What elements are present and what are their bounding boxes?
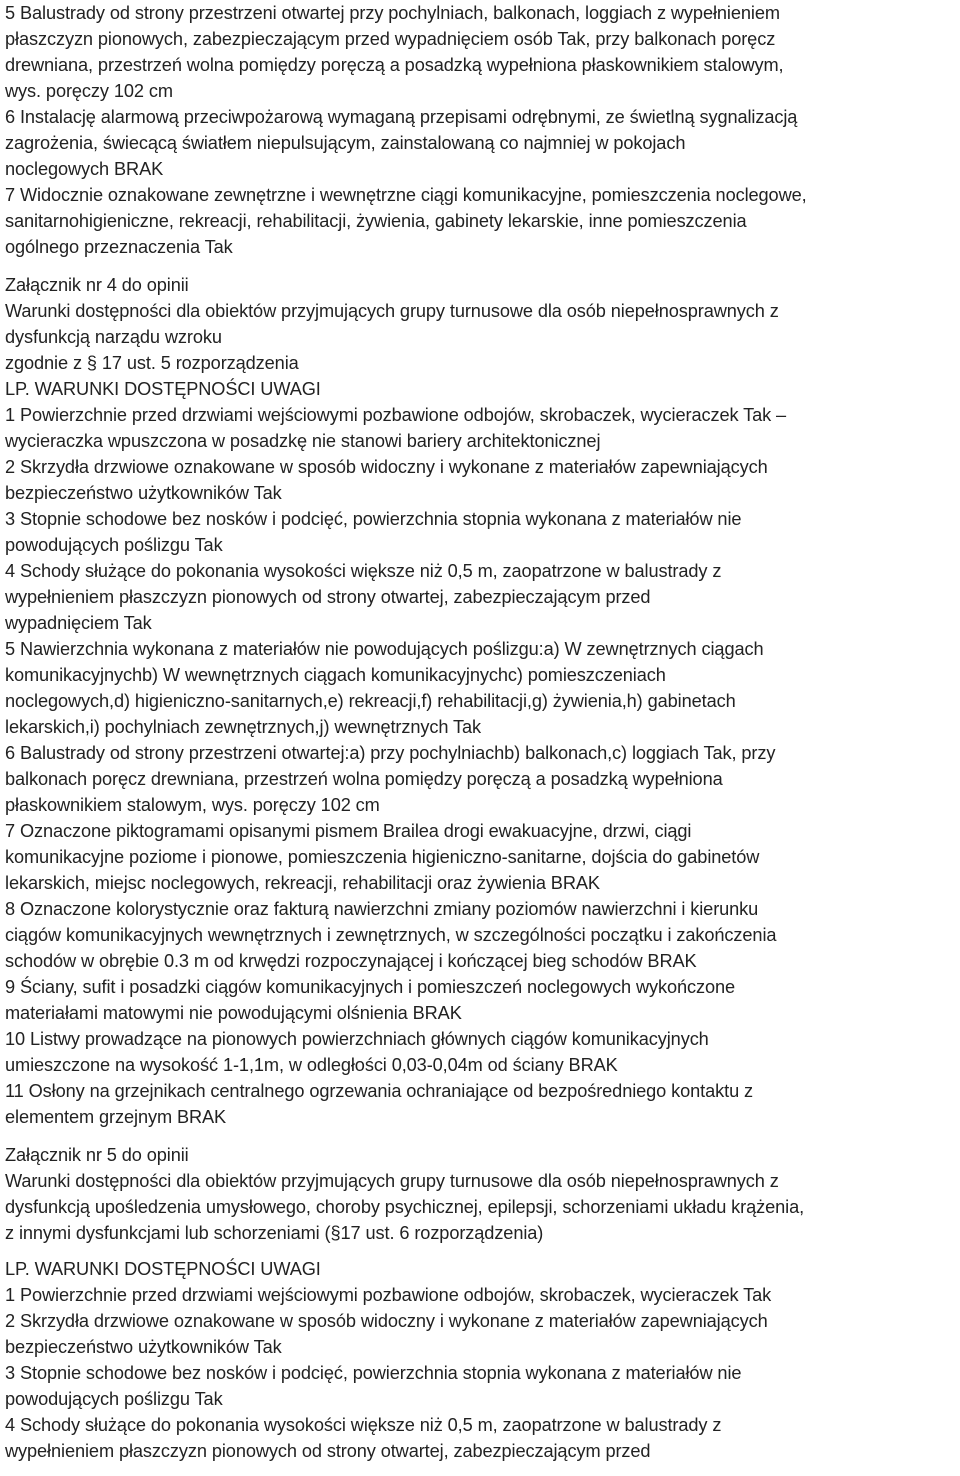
- table-header: LP. WARUNKI DOSTĘPNOŚCI UWAGI: [5, 1259, 321, 1279]
- text-line: komunikacyjnychb) W wewnętrznych ciągach komunikacyjnychc) pomieszczeniach: [5, 665, 666, 685]
- annex-5-subtitle: Warunki dostępności dla obiektów przyjmujących grupy turnusowe dla osób niepełnosprawnych z: [5, 1171, 779, 1191]
- text-line: drewniana, przestrzeń wolna pomiędzy poręczą a posadzką wypełniona płaskownikiem stalowym,: [5, 55, 784, 75]
- text-line: 4 Schody służące do pokonania wysokości większe niż 0,5 m, zaopatrzone w balustrady z: [5, 561, 722, 581]
- annex-4-subtitle: dysfunkcją narządu wzroku: [5, 327, 222, 347]
- text-line: 3 Stopnie schodowe bez nosków i podcięć, powierzchnia stopnia wykonana z materiałów nie: [5, 1363, 742, 1383]
- text-line: 2 Skrzydła drzwiowe oznakowane w sposób widoczny i wykonane z materiałów zapewniających: [5, 457, 768, 477]
- text-line: umieszczone na wysokość 1-1,1m, w odległości 0,03-0,04m od ściany BRAK: [5, 1055, 618, 1075]
- annex-5-heading: Załącznik nr 5 do opinii: [5, 1145, 189, 1165]
- text-line: noclegowych,d) higieniczno-sanitarnych,e) rekreacji,f) rehabilitacji,g) żywienia,h) gabinetach: [5, 691, 736, 711]
- text-line: bezpieczeństwo użytkowników Tak: [5, 483, 282, 503]
- text-line: 1 Powierzchnie przed drzwiami wejściowymi pozbawione odbojów, skrobaczek, wycieraczek Tak: [5, 1285, 772, 1305]
- text-line: ogólnego przeznaczenia Tak: [5, 237, 233, 257]
- text-line: 5 Balustrady od strony przestrzeni otwartej przy pochylniach, balkonach, loggiach z wypełnieniem: [5, 3, 780, 23]
- text-line: komunikacyjne poziome i pionowe, pomieszczenia higieniczno-sanitarne, dojścia do gabinetów: [5, 847, 760, 867]
- text-line: płaszczyzn pionowych, zabezpieczającym przed wypadnięciem osób Tak, przy balkonach poręcz: [5, 29, 776, 49]
- text-line: materiałami matowymi nie powodującymi olśnienia BRAK: [5, 1003, 462, 1023]
- text-line: powodujących poślizgu Tak: [5, 1389, 223, 1409]
- text-line: 2 Skrzydła drzwiowe oznakowane w sposób widoczny i wykonane z materiałów zapewniających: [5, 1311, 768, 1331]
- text-line: balkonach poręcz drewniana, przestrzeń wolna pomiędzy poręczą a posadzką wypełniona: [5, 769, 723, 789]
- text-line: sanitarnohigieniczne, rekreacji, rehabilitacji, żywienia, gabinety lekarskie, inne pomieszczenia: [5, 211, 747, 231]
- text-line: zagrożenia, świecącą światłem niepulsującym, zainstalowaną co najmniej w pokojach: [5, 133, 686, 153]
- text-line: płaskownikiem stalowym, wys. poręczy 102 cm: [5, 795, 380, 815]
- text-line: 6 Balustrady od strony przestrzeni otwartej:a) przy pochylniachb) balkonach,c) loggiach Tak, przy: [5, 743, 776, 763]
- text-line: 3 Stopnie schodowe bez nosków i podcięć, powierzchnia stopnia wykonana z materiałów nie: [5, 509, 742, 529]
- annex-4-heading: Załącznik nr 4 do opinii: [5, 275, 189, 295]
- text-line: wypadnięciem Tak: [5, 613, 152, 633]
- text-line: schodów w obrębie 0.3 m od krwędzi rozpoczynającej i kończącej bieg schodów BRAK: [5, 951, 697, 971]
- annex-4-subtitle: Warunki dostępności dla obiektów przyjmujących grupy turnusowe dla osób niepełnosprawnych z: [5, 301, 779, 321]
- text-line: noclegowych BRAK: [5, 159, 164, 179]
- text-line: wypełnieniem płaszczyzn pionowych od strony otwartej, zabezpieczającym przed: [5, 587, 651, 607]
- text-line: powodujących poślizgu Tak: [5, 535, 223, 555]
- text-line: 7 Oznaczone piktogramami opisanymi pismem Brailea drogi ewakuacyjne, drzwi, ciągi: [5, 821, 692, 841]
- annex-4-legal-basis: zgodnie z § 17 ust. 5 rozporządzenia: [5, 353, 299, 373]
- text-line: wycieraczka wpuszczona w posadzkę nie stanowi bariery architektonicznej: [5, 431, 601, 451]
- text-line: 1 Powierzchnie przed drzwiami wejściowymi pozbawione odbojów, skrobaczek, wycieraczek Tak –: [5, 405, 787, 425]
- table-header: LP. WARUNKI DOSTĘPNOŚCI UWAGI: [5, 379, 321, 399]
- text-line: 11 Osłony na grzejnikach centralnego ogrzewania ochraniające od bezpośredniego kontaktu z: [5, 1081, 754, 1101]
- text-line: 7 Widocznie oznakowane zewnętrzne i wewnętrzne ciągi komunikacyjne, pomieszczenia noclegowe,: [5, 185, 807, 205]
- text-line: bezpieczeństwo użytkowników Tak: [5, 1337, 282, 1357]
- text-line: 9 Ściany, sufit i posadzki ciągów komunikacyjnych i pomieszczeń noclegowych wykończone: [5, 977, 736, 997]
- text-line: ciągów komunikacyjnych wewnętrznych i zewnętrznych, w szczególności początku i zakończenia: [5, 925, 777, 945]
- text-line: 6 Instalację alarmową przeciwpożarową wymaganą przepisami odrębnymi, ze świetlną sygnalizacją: [5, 107, 798, 127]
- text-line: wys. poręczy 102 cm: [5, 81, 173, 101]
- text-line: lekarskich,i) pochylniach zewnętrznych,j) wewnętrznych Tak: [5, 717, 482, 737]
- annex-5-subtitle: dysfunkcją upośledzenia umysłowego, choroby psychicznej, epilepsji, schorzeniami układu krążenia,: [5, 1197, 805, 1217]
- text-line: 4 Schody służące do pokonania wysokości większe niż 0,5 m, zaopatrzone w balustrady z: [5, 1415, 722, 1435]
- annex-5-legal-basis: z innymi dysfunkcjami lub schorzeniami (§17 ust. 6 rozporządzenia): [5, 1223, 544, 1243]
- text-line: 10 Listwy prowadzące na pionowych powierzchniach głównych ciągów komunikacyjnych: [5, 1029, 709, 1049]
- text-line: 8 Oznaczone kolorystycznie oraz fakturą nawierzchni zmiany poziomów nawierzchni i kierunku: [5, 899, 759, 919]
- text-line: elementem grzejnym BRAK: [5, 1107, 227, 1127]
- text-line: 5 Nawierzchnia wykonana z materiałów nie powodujących poślizgu:a) W zewnętrznych ciągach: [5, 639, 764, 659]
- text-line: wypełnieniem płaszczyzn pionowych od strony otwartej, zabezpieczającym przed: [5, 1441, 651, 1461]
- text-line: lekarskich, miejsc noclegowych, rekreacji, rehabilitacji oraz żywienia BRAK: [5, 873, 600, 893]
